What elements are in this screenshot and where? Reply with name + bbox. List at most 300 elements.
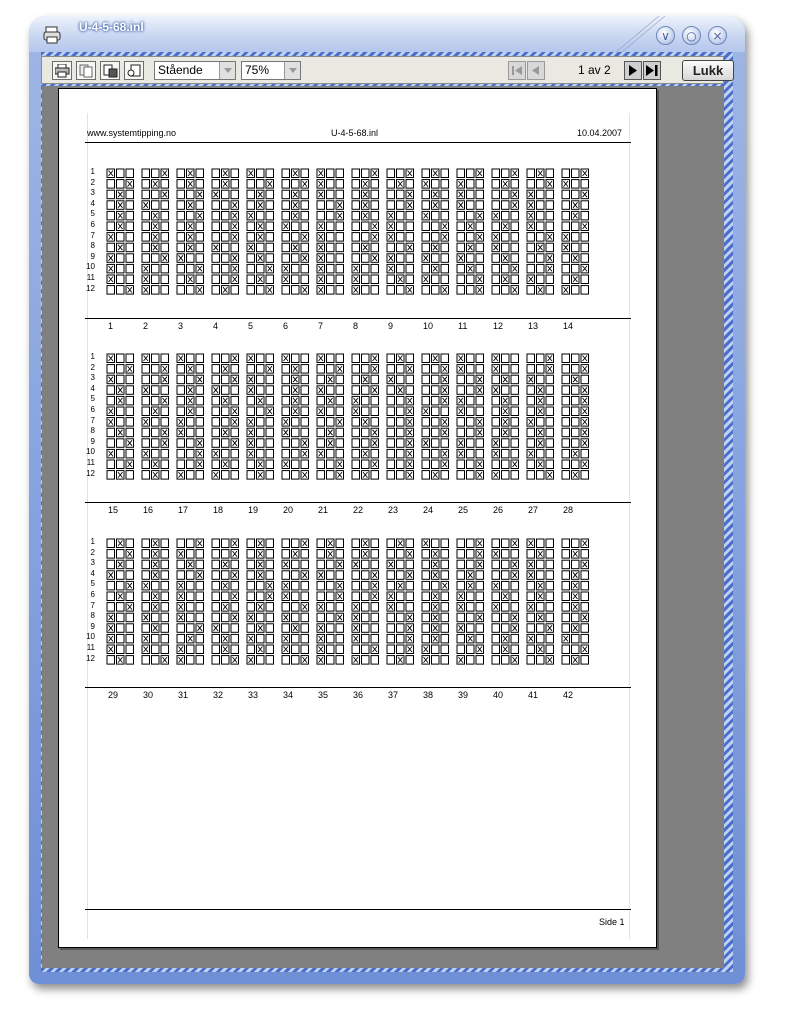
coupon-box <box>406 560 414 569</box>
row-label: 1 <box>90 352 95 361</box>
column-number: 40 <box>493 690 504 700</box>
coupon-box <box>117 624 125 633</box>
coupon-box <box>502 471 510 480</box>
coupon-box <box>282 407 290 416</box>
coupon-box <box>457 560 465 569</box>
coupon-box <box>581 571 589 580</box>
coupon-box <box>126 275 134 284</box>
coupon-box <box>292 603 300 612</box>
coupon-box <box>282 550 290 559</box>
coupon-box <box>257 169 265 178</box>
coupon-box <box>292 449 300 458</box>
coupon-box <box>467 460 475 469</box>
coupon-box <box>212 418 220 427</box>
coupon-column <box>351 538 381 667</box>
coupon-box <box>161 354 169 363</box>
coupon-box <box>177 233 185 242</box>
coupon-box <box>126 211 134 220</box>
coupon-box <box>387 634 395 643</box>
coupon-box <box>422 571 430 580</box>
column-number: 4 <box>213 321 219 331</box>
coupon-box <box>467 375 475 384</box>
coupon-box <box>212 539 220 548</box>
coupon-box <box>266 624 274 633</box>
coupon-box <box>317 439 325 448</box>
coupon-box <box>387 656 395 665</box>
coupon-box <box>196 396 204 405</box>
coupon-box <box>257 243 265 252</box>
coupon-box <box>327 180 335 189</box>
coupon-column <box>386 538 416 667</box>
coupon-box <box>511 243 519 252</box>
coupon-box <box>177 439 185 448</box>
coupon-box <box>177 539 185 548</box>
coupon-box <box>476 201 484 210</box>
coupon-box <box>422 286 430 295</box>
coupon-box <box>457 264 465 273</box>
coupon-box <box>422 581 430 590</box>
coupon-box <box>502 460 510 469</box>
coupon-box <box>161 560 169 569</box>
coupon-box <box>467 645 475 654</box>
chevron-down-icon[interactable] <box>284 62 300 79</box>
coupon-box <box>177 286 185 295</box>
row-label: 9 <box>90 621 95 631</box>
coupon-box <box>107 656 115 665</box>
coupon-box <box>152 449 160 458</box>
page-footer-right: Side 1 <box>599 917 625 927</box>
coupon-box <box>301 550 309 559</box>
coupon-box <box>107 386 115 395</box>
coupon-box <box>292 560 300 569</box>
coupon-box <box>432 211 440 220</box>
coupon-box <box>572 180 580 189</box>
coupon-box <box>422 201 430 210</box>
coupon-box <box>562 254 570 262</box>
coupon-box <box>301 624 309 633</box>
coupon-box <box>327 275 335 284</box>
coupon-box <box>422 592 430 601</box>
coupon-box <box>457 375 465 384</box>
coupon-box <box>257 264 265 273</box>
coupon-box <box>301 211 309 220</box>
coupon-box <box>527 407 535 416</box>
column-number: 2 <box>143 321 149 331</box>
coupon-box <box>117 603 125 612</box>
coupon-box <box>336 354 344 363</box>
coupon-box <box>177 180 185 189</box>
column-number: 36 <box>353 690 364 700</box>
last-page-button[interactable] <box>643 61 661 80</box>
coupon-box <box>406 180 414 189</box>
page-preview <box>58 88 657 948</box>
coupon-box <box>327 471 335 480</box>
coupon-box <box>301 386 309 395</box>
coupon-box <box>581 233 589 242</box>
coupon-box <box>406 254 414 262</box>
coupon-box <box>142 211 150 220</box>
coupon-box <box>502 365 510 374</box>
column-number: 9 <box>388 321 394 331</box>
window-title: U-4-5-68.inl <box>79 20 144 34</box>
coupon-box <box>387 180 395 189</box>
orientation-select[interactable] <box>154 61 236 80</box>
coupon-box <box>397 190 405 199</box>
coupon-box <box>581 603 589 612</box>
coupon-box <box>247 560 255 569</box>
coupon-box <box>422 603 430 612</box>
coupon-box <box>222 275 230 284</box>
coupon-box <box>511 428 519 437</box>
coupon-box <box>247 645 255 654</box>
coupon-box <box>562 407 570 416</box>
coupon-box <box>467 211 475 220</box>
coupon-box <box>301 365 309 374</box>
coupon-box <box>406 656 414 665</box>
column-number: 37 <box>388 690 399 700</box>
coupon-box <box>502 550 510 559</box>
next-page-button[interactable] <box>624 61 642 80</box>
coupon-box <box>161 449 169 458</box>
coupon-box <box>142 603 150 612</box>
coupon-box <box>502 169 510 178</box>
coupon-box <box>546 375 554 384</box>
coupon-box <box>292 592 300 601</box>
coupon-box <box>292 275 300 284</box>
coupon-box <box>441 201 449 210</box>
page-setup-icon <box>127 64 142 78</box>
footer-rule <box>85 909 631 910</box>
coupon-box <box>247 190 255 199</box>
coupon-column <box>281 538 311 667</box>
coupon-box <box>406 539 414 548</box>
coupon-box <box>362 581 370 590</box>
printer-app-icon <box>43 26 63 44</box>
coupon-box <box>432 275 440 284</box>
coupon-box <box>406 375 414 384</box>
export-button[interactable] <box>124 61 144 80</box>
coupon-box <box>336 439 344 448</box>
coupon-box <box>152 264 160 273</box>
save-button[interactable] <box>100 61 120 80</box>
coupon-box <box>196 386 204 395</box>
title-bar[interactable] <box>29 16 745 52</box>
row-label: 3 <box>90 188 95 198</box>
coupon-box <box>231 634 239 643</box>
coupon-box <box>292 418 300 427</box>
coupon-box <box>117 180 125 189</box>
coupon-box <box>177 375 185 384</box>
coupon-box <box>196 233 204 242</box>
print-button[interactable] <box>52 61 72 80</box>
coupon-box <box>562 581 570 590</box>
coupon-box <box>161 180 169 189</box>
coupon-box <box>371 396 379 405</box>
coupon-box <box>257 634 265 643</box>
coupon-box <box>266 354 274 363</box>
coupon-column <box>141 353 171 482</box>
coupon-box <box>196 592 204 601</box>
coupon-box <box>231 365 239 374</box>
coupon-box <box>562 471 570 480</box>
coupon-box <box>247 275 255 284</box>
coupon-box <box>511 407 519 416</box>
coupon-box <box>187 375 195 384</box>
coupon-box <box>371 375 379 384</box>
close-window-button[interactable]: × <box>708 26 727 45</box>
coupon-box <box>422 428 430 437</box>
coupon-box <box>222 418 230 427</box>
coupon-box <box>492 201 500 210</box>
coupon-box <box>362 264 370 273</box>
coupon-box <box>336 222 344 231</box>
coupon-box <box>511 396 519 405</box>
chevron-down-icon[interactable] <box>219 62 235 79</box>
coupon-box <box>352 201 360 210</box>
coupon-box <box>212 222 220 231</box>
coupon-box <box>117 613 125 622</box>
coupon-box <box>467 471 475 480</box>
coupon-box <box>152 396 160 405</box>
column-number: 24 <box>423 505 434 515</box>
coupon-column <box>456 538 486 667</box>
coupon-box <box>387 645 395 654</box>
coupon-box <box>406 581 414 590</box>
coupon-box <box>527 286 535 295</box>
coupon-box <box>397 365 405 374</box>
coupon-box <box>257 211 265 220</box>
coupon-box <box>562 275 570 284</box>
coupon-box <box>126 449 134 458</box>
coupon-box <box>212 460 220 469</box>
coupon-box <box>562 439 570 448</box>
coupon-box <box>511 418 519 427</box>
coupon-box <box>212 592 220 601</box>
first-page-button[interactable] <box>508 61 526 80</box>
coupon-box <box>422 169 430 178</box>
coupon-box <box>266 243 274 252</box>
coupon-box <box>107 439 115 448</box>
coupon-box <box>476 264 484 273</box>
zoom-select[interactable] <box>241 61 301 80</box>
coupon-box <box>562 550 570 559</box>
coupon-box <box>292 460 300 469</box>
coupon-box <box>266 169 274 178</box>
coupon-box <box>107 396 115 405</box>
coupon-box <box>117 354 125 363</box>
coupon-box <box>177 624 185 633</box>
coupon-box <box>292 264 300 273</box>
coupon-box <box>292 634 300 643</box>
row-label: 10 <box>86 262 95 272</box>
coupon-box <box>301 354 309 363</box>
coupon-box <box>142 439 150 448</box>
coupon-box <box>511 275 519 284</box>
copy-button[interactable] <box>76 61 96 80</box>
coupon-box <box>492 180 500 189</box>
column-number: 8 <box>353 321 359 331</box>
coupon-box <box>476 396 484 405</box>
coupon-box <box>161 275 169 284</box>
coupon-box <box>467 407 475 416</box>
coupon-box <box>177 222 185 231</box>
coupon-box <box>282 396 290 405</box>
coupon-box <box>152 418 160 427</box>
coupon-box <box>457 286 465 295</box>
coupon-box <box>537 603 545 612</box>
coupon-box <box>257 286 265 295</box>
coupon-box <box>467 275 475 284</box>
row-label: 11 <box>86 273 95 282</box>
coupon-box <box>161 233 169 242</box>
coupon-box <box>142 375 150 384</box>
coupon-box <box>282 286 290 295</box>
coupon-box <box>247 396 255 405</box>
margin-guide <box>629 113 630 939</box>
coupon-box <box>301 560 309 569</box>
coupon-box <box>562 418 570 427</box>
coupon-box <box>502 581 510 590</box>
coupon-box <box>266 471 274 480</box>
coupon-box <box>117 233 125 242</box>
coupon-box <box>317 460 325 469</box>
coupon-box <box>196 407 204 416</box>
column-number: 5 <box>248 321 254 331</box>
coupon-box <box>177 275 185 284</box>
coupon-box <box>212 180 220 189</box>
coupon-box <box>317 375 325 384</box>
coupon-box <box>492 571 500 580</box>
coupon-box <box>546 592 554 601</box>
coupon-box <box>387 365 395 374</box>
coupon-box <box>282 539 290 548</box>
coupon-box <box>152 428 160 437</box>
coupon-box <box>336 449 344 458</box>
coupon-column <box>316 538 346 667</box>
coupon-box <box>317 539 325 548</box>
coupon-box <box>362 428 370 437</box>
coupon-box <box>352 190 360 199</box>
coupon-box <box>502 233 510 242</box>
coupon-box <box>457 169 465 178</box>
column-number: 26 <box>493 505 504 515</box>
coupon-box <box>126 645 134 654</box>
coupon-box <box>282 439 290 448</box>
maximize-button[interactable]: ○ <box>682 26 701 45</box>
coupon-box <box>161 634 169 643</box>
coupon-box <box>457 634 465 643</box>
coupon-box <box>502 449 510 458</box>
coupon-box <box>247 407 255 416</box>
coupon-box <box>161 645 169 654</box>
coupon-box <box>457 386 465 395</box>
coupon-box <box>301 407 309 416</box>
coupon-box <box>562 613 570 622</box>
coupon-box <box>336 180 344 189</box>
coupon-box <box>126 418 134 427</box>
coupon-box <box>467 656 475 665</box>
coupon-box <box>387 581 395 590</box>
coupon-box <box>422 375 430 384</box>
coupon-box <box>117 581 125 590</box>
coupon-box <box>572 645 580 654</box>
coupon-box <box>187 613 195 622</box>
coupon-column <box>176 353 206 482</box>
coupon-box <box>161 286 169 295</box>
row-label: 1 <box>90 537 95 546</box>
coupon-box <box>117 460 125 469</box>
coupon-box <box>371 264 379 273</box>
coupon-box <box>222 190 230 199</box>
coupon-box <box>196 180 204 189</box>
minimize-button[interactable]: ∨ <box>656 26 675 45</box>
coupon-box <box>562 449 570 458</box>
coupon-box <box>572 233 580 242</box>
coupon-box <box>117 634 125 643</box>
coupon-box <box>152 190 160 199</box>
coupon-box <box>231 581 239 590</box>
coupon-box <box>222 624 230 633</box>
coupon-box <box>212 264 220 273</box>
coupon-box <box>247 233 255 242</box>
coupon-box <box>107 286 115 295</box>
coupon-box <box>362 439 370 448</box>
coupon-box <box>562 592 570 601</box>
coupon-box <box>502 243 510 252</box>
coupon-box <box>292 222 300 231</box>
coupon-box <box>511 449 519 458</box>
coupon-box <box>266 275 274 284</box>
coupon-box <box>476 581 484 590</box>
coupon-box <box>142 396 150 405</box>
coupon-box <box>222 201 230 210</box>
coupon-box <box>152 275 160 284</box>
coupon-column <box>386 353 416 482</box>
coupon-box <box>152 439 160 448</box>
coupon-box <box>222 222 230 231</box>
coupon-box <box>282 254 290 262</box>
coupon-box <box>292 656 300 665</box>
coupon-box <box>432 449 440 458</box>
coupon-box <box>527 471 535 480</box>
coupon-box <box>177 386 185 395</box>
close-preview-button[interactable]: Lukk <box>682 60 734 81</box>
coupon-box <box>387 407 395 416</box>
coupon-box <box>231 624 239 633</box>
coupon-box <box>502 201 510 210</box>
coupon-box <box>581 581 589 590</box>
coupon-box <box>317 211 325 220</box>
coupon-box <box>476 254 484 262</box>
coupon-box <box>457 243 465 252</box>
previous-page-button[interactable] <box>527 61 545 80</box>
row-label: 4 <box>90 198 95 208</box>
coupon-box <box>212 211 220 220</box>
coupon-box <box>457 539 465 548</box>
coupon-box <box>327 169 335 178</box>
coupon-box <box>562 354 570 363</box>
coupon-box <box>352 550 360 559</box>
coupon-box <box>327 365 335 374</box>
coupon-column <box>106 538 136 667</box>
coupon-box <box>196 581 204 590</box>
coupon-box <box>387 275 395 284</box>
coupon-column <box>176 538 206 667</box>
coupon-box <box>362 396 370 405</box>
coupon-box <box>152 365 160 374</box>
coupon-box <box>352 233 360 242</box>
coupon-box <box>371 656 379 665</box>
